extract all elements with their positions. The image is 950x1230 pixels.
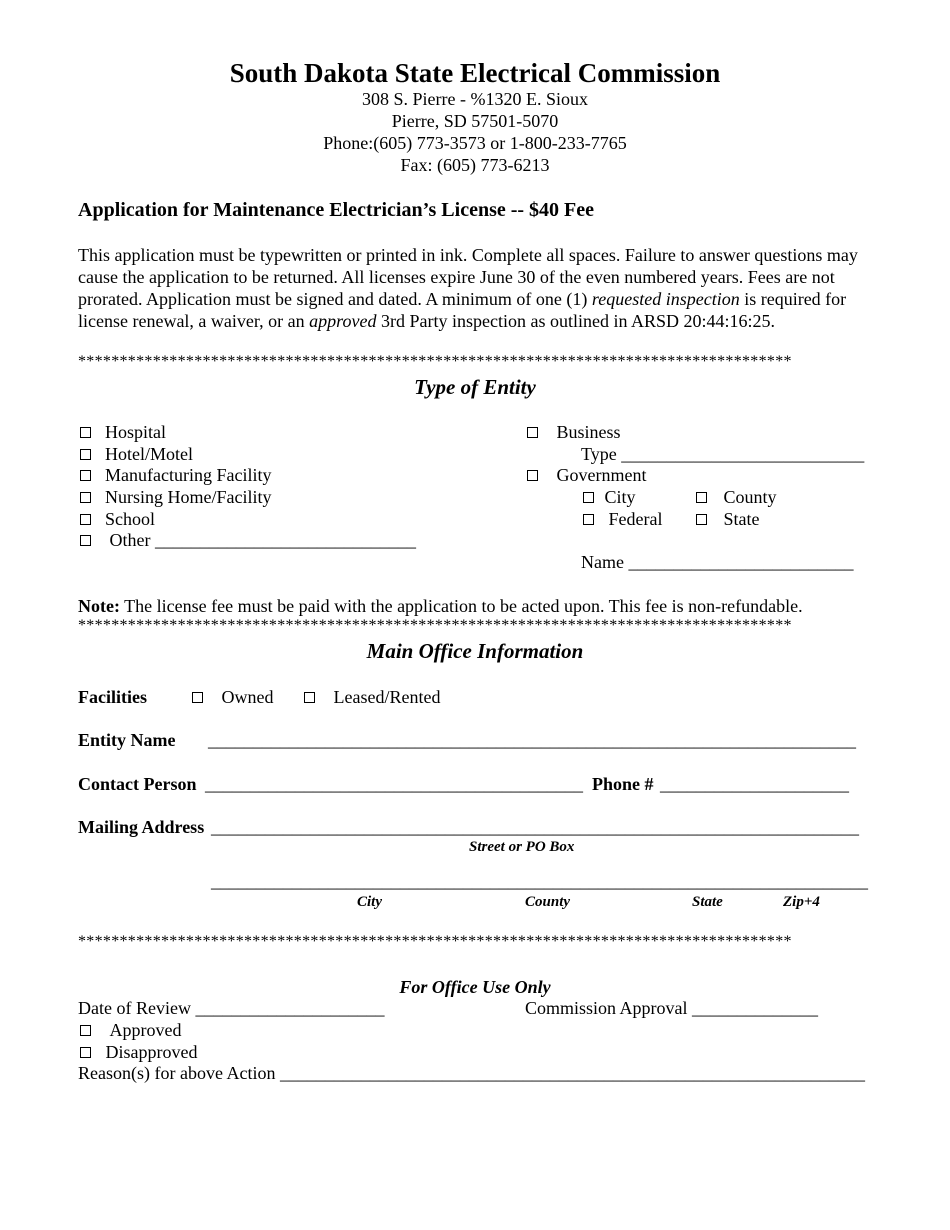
main-office-heading: Main Office Information [366, 639, 584, 663]
note-label: Note: [78, 596, 120, 616]
city-checkbox[interactable] [583, 492, 594, 503]
option-city [583, 488, 636, 506]
leased-label: Leased/Rented [333, 687, 441, 707]
type-of-entity-heading: Type of Entity [414, 375, 536, 399]
option-county [696, 488, 777, 506]
intro-text-2: is required for license renewal, a waiver, or an [78, 289, 847, 331]
option-approved [80, 1021, 181, 1039]
option-federal [583, 510, 662, 528]
disapproved-checkbox[interactable] [80, 1047, 91, 1058]
form-title: Application for Maintenance Electrician’s License -- $40 Fee [78, 199, 595, 221]
address-line-2-field[interactable]: _________________________________________________________________________ [211, 871, 868, 891]
hospital-checkbox[interactable] [80, 427, 91, 438]
approved-label: Approved [109, 1020, 182, 1040]
hotel-motel-label: Hotel/Motel [105, 444, 193, 464]
city-label: City [604, 487, 636, 507]
note-text: The license fee must be paid with the application to be acted upon. This fee is non-refundable. [119, 596, 803, 616]
federal-checkbox[interactable] [583, 514, 594, 525]
option-state [696, 510, 760, 528]
street-caption: Street or PO Box [469, 839, 575, 855]
government-name-field [581, 553, 853, 571]
intro-paragraph [78, 244, 870, 332]
owned-label: Owned [221, 687, 274, 707]
business-label: Business [556, 422, 621, 442]
county-checkbox[interactable] [696, 492, 707, 503]
county-caption: County [525, 894, 571, 910]
mailing-address-label: Mailing Address [78, 817, 205, 837]
name-label: Name [581, 552, 624, 572]
other-line[interactable]: _____________________________ [154, 530, 416, 550]
government-checkbox[interactable] [527, 470, 538, 481]
business-checkbox[interactable] [527, 427, 538, 438]
date-of-review-field [78, 999, 384, 1017]
divider-3: ************************************************************************************** [78, 934, 792, 950]
divider-2: ************************************************************************************** [78, 618, 792, 634]
option-business [527, 423, 621, 441]
option-hotel-motel [80, 445, 193, 463]
disapproved-label: Disapproved [105, 1042, 198, 1062]
intro-text-1: This application must be typewritten or printed in ink. Complete all spaces. Failure to answer questions may cause the application to be returned. All licenses expire June 30 of the even numbered years. Fees are not prorated. Application must be signed and dated. A minimum of one (1) [78, 245, 858, 309]
name-line[interactable]: _________________________ [628, 552, 854, 572]
manufacturing-facility-checkbox[interactable] [80, 470, 91, 481]
commission-approval-line[interactable]: ______________ [692, 998, 819, 1018]
type-label: Type [581, 444, 617, 464]
contact-person-line[interactable]: __________________________________________ [205, 774, 583, 794]
state-caption: State [692, 894, 723, 910]
county-label: County [723, 487, 777, 507]
facilities-label: Facilities [78, 687, 147, 707]
approved-checkbox[interactable] [80, 1025, 91, 1036]
school-label: School [105, 509, 156, 529]
option-other [80, 531, 416, 549]
address-line-2: Pierre, SD 57501-5070 [391, 111, 559, 131]
office-use-heading: For Office Use Only [399, 977, 551, 997]
phone-line: Phone:(605) 773-3573 or 1-800-233-7765 [323, 133, 627, 153]
phone-number-line[interactable]: _____________________ [660, 774, 849, 794]
option-manufacturing-facility [80, 466, 271, 484]
date-of-review-label: Date of Review [78, 998, 191, 1018]
option-nursing-home [80, 488, 271, 506]
hotel-motel-checkbox[interactable] [80, 449, 91, 460]
owned-checkbox[interactable] [192, 692, 203, 703]
entity-name-label: Entity Name [78, 730, 176, 750]
leased-checkbox[interactable] [304, 692, 315, 703]
option-disapproved [80, 1043, 197, 1061]
manufacturing-facility-label: Manufacturing Facility [105, 465, 272, 485]
nursing-home-checkbox[interactable] [80, 492, 91, 503]
commission-title: South Dakota State Electrical Commission [229, 58, 721, 88]
intro-emph-2: approved [309, 311, 377, 331]
state-label: State [723, 509, 760, 529]
type-line[interactable]: ___________________________ [621, 444, 865, 464]
option-hospital [80, 423, 166, 441]
commission-approval-label: Commission Approval [525, 998, 688, 1018]
zip-caption: Zip+4 [783, 894, 820, 910]
phone-label: Phone # [592, 774, 654, 794]
federal-label: Federal [608, 509, 663, 529]
hospital-label: Hospital [105, 422, 166, 442]
state-checkbox[interactable] [696, 514, 707, 525]
divider-1: ************************************************************************************** [78, 354, 792, 370]
date-of-review-line[interactable]: _____________________ [195, 998, 385, 1018]
option-government [527, 466, 646, 484]
city-caption: City [357, 894, 382, 910]
other-checkbox[interactable] [80, 535, 91, 546]
address-line-1: 308 S. Pierre - %1320 E. Sioux [362, 89, 588, 109]
reason-field [78, 1064, 865, 1082]
intro-text-3: 3rd Party inspection as outlined in ARSD 20:44:16:25. [376, 311, 775, 331]
option-leased [304, 688, 440, 706]
reason-line[interactable]: _________________________________________________________________ [279, 1063, 865, 1083]
entity-name-line[interactable]: ________________________________________________________________________ [208, 730, 856, 750]
nursing-home-label: Nursing Home/Facility [105, 487, 272, 507]
business-type-field [581, 445, 864, 463]
fee-note [78, 597, 803, 615]
other-label: Other [109, 530, 151, 550]
option-school [80, 510, 155, 528]
government-label: Government [556, 465, 647, 485]
intro-emph-1: requested inspection [591, 289, 740, 309]
school-checkbox[interactable] [80, 514, 91, 525]
mailing-address-line[interactable]: ________________________________________________________________________ [211, 817, 859, 837]
contact-person-label: Contact Person [78, 774, 197, 794]
commission-approval-field [525, 999, 818, 1017]
fax-line: Fax: (605) 773-6213 [400, 155, 550, 175]
option-owned [192, 688, 274, 706]
reason-label: Reason(s) for above Action [78, 1063, 276, 1083]
